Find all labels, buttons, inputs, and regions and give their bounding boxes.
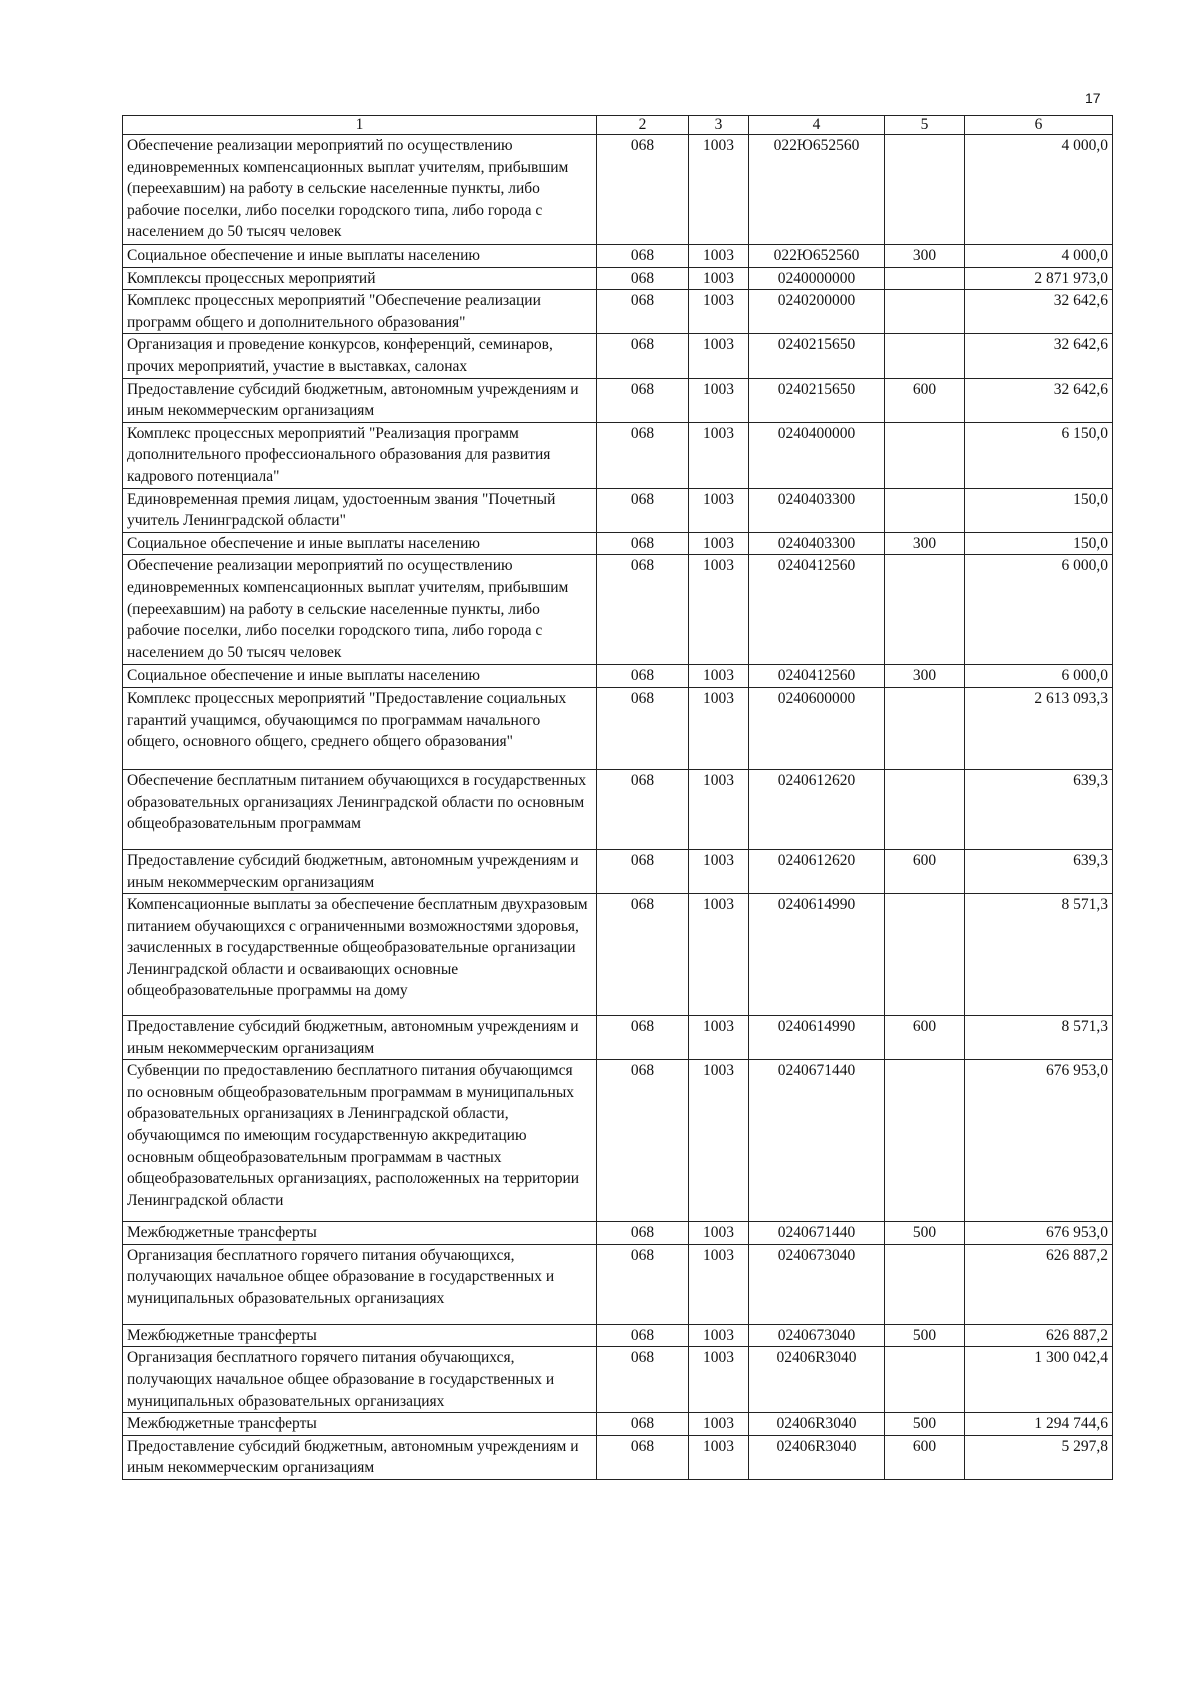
row-cell-col-4: 0240612620 — [749, 769, 885, 849]
row-cell-col-6: 150,0 — [965, 532, 1113, 555]
row-cell-col-4: 0240403300 — [749, 488, 885, 532]
row-cell-col-2: 068 — [597, 1413, 689, 1436]
row-description: Субвенции по предоставлению бесплатного питания обучающимся по основным общеобразовательным программам в муниципальных образовательных организациях в Ленинградской области, обучающимся по имеющим государственную аккредитацию основным общеобразовательным программам в частных общеобразовательных организациях, расположенных на территории Ленинградской области — [123, 1060, 597, 1222]
row-cell-col-3: 1003 — [689, 1222, 749, 1245]
row-cell-col-4: 0240612620 — [749, 849, 885, 893]
row-description: Предоставление субсидий бюджетным, автономным учреждениям и иным некоммерческим организациям — [123, 1435, 597, 1479]
table-row — [123, 532, 1113, 555]
row-cell-col-6: 2 613 093,3 — [965, 687, 1113, 769]
table-body — [123, 135, 1113, 1480]
row-cell-col-5: 600 — [885, 1435, 965, 1479]
row-cell-col-2: 068 — [597, 1222, 689, 1245]
row-cell-col-3: 1003 — [689, 1324, 749, 1347]
row-cell-col-6: 1 300 042,4 — [965, 1347, 1113, 1413]
row-cell-col-4: 0240403300 — [749, 532, 885, 555]
row-cell-col-6: 6 150,0 — [965, 422, 1113, 488]
row-cell-col-5: 300 — [885, 532, 965, 555]
row-cell-col-6: 6 000,0 — [965, 555, 1113, 665]
row-cell-col-4: 0240200000 — [749, 290, 885, 334]
row-cell-col-5: 500 — [885, 1324, 965, 1347]
row-cell-col-6: 8 571,3 — [965, 1016, 1113, 1060]
row-cell-col-2: 068 — [597, 1244, 689, 1324]
table-row — [123, 687, 1113, 769]
row-cell-col-6: 4 000,0 — [965, 245, 1113, 268]
row-cell-col-3: 1003 — [689, 1244, 749, 1324]
row-cell-col-3: 1003 — [689, 290, 749, 334]
table-row — [123, 334, 1113, 378]
row-cell-col-6: 4 000,0 — [965, 135, 1113, 245]
row-cell-col-5: 600 — [885, 1016, 965, 1060]
row-cell-col-3: 1003 — [689, 849, 749, 893]
row-cell-col-6: 5 297,8 — [965, 1435, 1113, 1479]
row-cell-col-4: 0240600000 — [749, 687, 885, 769]
row-cell-col-6: 6 000,0 — [965, 665, 1113, 688]
row-cell-col-5 — [885, 1244, 965, 1324]
row-cell-col-5 — [885, 1060, 965, 1222]
table-row — [123, 665, 1113, 688]
table-row — [123, 1222, 1113, 1245]
row-cell-col-6: 626 887,2 — [965, 1324, 1113, 1347]
row-cell-col-2: 068 — [597, 849, 689, 893]
row-cell-col-5 — [885, 422, 965, 488]
row-cell-col-6: 150,0 — [965, 488, 1113, 532]
row-cell-col-2: 068 — [597, 555, 689, 665]
column-header-1: 1 — [123, 116, 597, 135]
row-cell-col-6: 626 887,2 — [965, 1244, 1113, 1324]
row-cell-col-6: 32 642,6 — [965, 334, 1113, 378]
table-row — [123, 555, 1113, 665]
row-cell-col-5: 500 — [885, 1413, 965, 1436]
column-header-5: 5 — [885, 116, 965, 135]
row-description: Организация бесплатного горячего питания обучающихся, получающих начальное общее образование в государственных и муниципальных образовательных организациях — [123, 1347, 597, 1413]
row-description: Межбюджетные трансферты — [123, 1222, 597, 1245]
column-header-6: 6 — [965, 116, 1113, 135]
row-cell-col-2: 068 — [597, 488, 689, 532]
row-cell-col-2: 068 — [597, 290, 689, 334]
table-row — [123, 1324, 1113, 1347]
row-cell-col-6: 2 871 973,0 — [965, 267, 1113, 290]
row-cell-col-5 — [885, 488, 965, 532]
row-cell-col-6: 676 953,0 — [965, 1222, 1113, 1245]
row-cell-col-3: 1003 — [689, 769, 749, 849]
row-description: Предоставление субсидий бюджетным, автономным учреждениям и иным некоммерческим организациям — [123, 378, 597, 422]
row-cell-col-6: 1 294 744,6 — [965, 1413, 1113, 1436]
row-description: Единовременная премия лицам, удостоенным звания "Почетный учитель Ленинградской области" — [123, 488, 597, 532]
row-cell-col-2: 068 — [597, 422, 689, 488]
row-description: Социальное обеспечение и иные выплаты населению — [123, 245, 597, 268]
row-cell-col-4: 0240673040 — [749, 1244, 885, 1324]
row-cell-col-5 — [885, 290, 965, 334]
row-cell-col-4: 02406R3040 — [749, 1435, 885, 1479]
table-row — [123, 1347, 1113, 1413]
row-cell-col-6: 639,3 — [965, 849, 1113, 893]
budget-table — [122, 115, 1113, 1480]
row-cell-col-3: 1003 — [689, 1413, 749, 1436]
row-cell-col-2: 068 — [597, 378, 689, 422]
row-cell-col-5: 300 — [885, 245, 965, 268]
row-cell-col-4: 0240000000 — [749, 267, 885, 290]
row-cell-col-5: 500 — [885, 1222, 965, 1245]
table-row — [123, 849, 1113, 893]
table-row — [123, 290, 1113, 334]
row-cell-col-6: 32 642,6 — [965, 290, 1113, 334]
row-cell-col-4: 0240412560 — [749, 665, 885, 688]
row-description: Обеспечение реализации мероприятий по осуществлению единовременных компенсационных выплат учителям, прибывшим (переехавшим) на работу в сельские населенные пункты, либо рабочие поселки, либо поселки городского типа, либо города с населением до 50 тысяч человек — [123, 555, 597, 665]
row-cell-col-3: 1003 — [689, 135, 749, 245]
row-description: Комплексы процессных мероприятий — [123, 267, 597, 290]
table-row — [123, 135, 1113, 245]
row-cell-col-2: 068 — [597, 334, 689, 378]
row-description: Социальное обеспечение и иные выплаты населению — [123, 532, 597, 555]
row-cell-col-3: 1003 — [689, 334, 749, 378]
row-cell-col-4: 0240673040 — [749, 1324, 885, 1347]
row-cell-col-2: 068 — [597, 665, 689, 688]
table-row — [123, 894, 1113, 1016]
row-cell-col-2: 068 — [597, 1347, 689, 1413]
row-cell-col-5 — [885, 334, 965, 378]
row-cell-col-2: 068 — [597, 267, 689, 290]
row-cell-col-2: 068 — [597, 1016, 689, 1060]
row-cell-col-4: 0240215650 — [749, 334, 885, 378]
row-cell-col-3: 1003 — [689, 555, 749, 665]
table-row — [123, 488, 1113, 532]
row-cell-col-6: 639,3 — [965, 769, 1113, 849]
row-cell-col-3: 1003 — [689, 687, 749, 769]
row-cell-col-4: 0240671440 — [749, 1060, 885, 1222]
row-cell-col-2: 068 — [597, 1324, 689, 1347]
row-cell-col-6: 32 642,6 — [965, 378, 1113, 422]
row-cell-col-2: 068 — [597, 769, 689, 849]
row-cell-col-3: 1003 — [689, 894, 749, 1016]
row-description: Межбюджетные трансферты — [123, 1324, 597, 1347]
row-cell-col-2: 068 — [597, 135, 689, 245]
row-cell-col-3: 1003 — [689, 665, 749, 688]
row-cell-col-5 — [885, 687, 965, 769]
row-cell-col-3: 1003 — [689, 1060, 749, 1222]
row-description: Комплекс процессных мероприятий "Предоставление социальных гарантий учащимся, обучающимся по программам начального общего, основного общего, среднего общего образования" — [123, 687, 597, 769]
table-row — [123, 245, 1113, 268]
row-description: Обеспечение бесплатным питанием обучающихся в государственных образовательных организациях Ленинградской области по основным общеобразовательным программам — [123, 769, 597, 849]
row-cell-col-2: 068 — [597, 1435, 689, 1479]
table-header — [123, 116, 1113, 135]
row-cell-col-4: 02406R3040 — [749, 1413, 885, 1436]
page-number: 17 — [1085, 90, 1101, 106]
row-cell-col-5 — [885, 769, 965, 849]
row-description: Обеспечение реализации мероприятий по осуществлению единовременных компенсационных выплат учителям, прибывшим (переехавшим) на работу в сельские населенные пункты, либо рабочие поселки, либо поселки городского типа, либо города с населением до 50 тысяч человек — [123, 135, 597, 245]
table-row — [123, 1435, 1113, 1479]
row-cell-col-2: 068 — [597, 894, 689, 1016]
row-cell-col-5 — [885, 1347, 965, 1413]
row-cell-col-3: 1003 — [689, 1016, 749, 1060]
row-cell-col-4: 022Ю652560 — [749, 245, 885, 268]
row-description: Организация бесплатного горячего питания обучающихся, получающих начальное общее образование в государственных и муниципальных образовательных организациях — [123, 1244, 597, 1324]
row-cell-col-3: 1003 — [689, 245, 749, 268]
row-cell-col-2: 068 — [597, 245, 689, 268]
column-header-2: 2 — [597, 116, 689, 135]
table-row — [123, 1016, 1113, 1060]
row-cell-col-4: 0240671440 — [749, 1222, 885, 1245]
row-description: Социальное обеспечение и иные выплаты населению — [123, 665, 597, 688]
table-row — [123, 1413, 1113, 1436]
row-cell-col-3: 1003 — [689, 422, 749, 488]
row-cell-col-2: 068 — [597, 687, 689, 769]
row-cell-col-6: 8 571,3 — [965, 894, 1113, 1016]
row-cell-col-5: 300 — [885, 665, 965, 688]
table-row — [123, 1244, 1113, 1324]
row-cell-col-3: 1003 — [689, 1347, 749, 1413]
row-cell-col-3: 1003 — [689, 488, 749, 532]
row-cell-col-5 — [885, 555, 965, 665]
table-row — [123, 769, 1113, 849]
row-cell-col-3: 1003 — [689, 1435, 749, 1479]
row-cell-col-4: 0240614990 — [749, 1016, 885, 1060]
table-row — [123, 1060, 1113, 1222]
row-cell-col-3: 1003 — [689, 532, 749, 555]
row-description: Предоставление субсидий бюджетным, автономным учреждениям и иным некоммерческим организациям — [123, 1016, 597, 1060]
row-cell-col-5 — [885, 135, 965, 245]
table-row — [123, 378, 1113, 422]
row-cell-col-5: 600 — [885, 849, 965, 893]
row-cell-col-5 — [885, 267, 965, 290]
row-description: Комплекс процессных мероприятий "Обеспечение реализации программ общего и дополнительного образования" — [123, 290, 597, 334]
row-cell-col-4: 0240215650 — [749, 378, 885, 422]
row-description: Комплекс процессных мероприятий "Реализация программ дополнительного профессионального образования для развития кадрового потенциала" — [123, 422, 597, 488]
table-row — [123, 267, 1113, 290]
row-cell-col-3: 1003 — [689, 378, 749, 422]
row-description: Предоставление субсидий бюджетным, автономным учреждениям и иным некоммерческим организациям — [123, 849, 597, 893]
row-cell-col-4: 02406R3040 — [749, 1347, 885, 1413]
row-cell-col-5: 600 — [885, 378, 965, 422]
row-description: Организация и проведение конкурсов, конференций, семинаров, прочих мероприятий, участие в выставках, салонах — [123, 334, 597, 378]
row-cell-col-4: 022Ю652560 — [749, 135, 885, 245]
row-description: Межбюджетные трансферты — [123, 1413, 597, 1436]
row-cell-col-5 — [885, 894, 965, 1016]
row-cell-col-4: 0240614990 — [749, 894, 885, 1016]
column-header-4: 4 — [749, 116, 885, 135]
row-cell-col-6: 676 953,0 — [965, 1060, 1113, 1222]
row-description: Компенсационные выплаты за обеспечение бесплатным двухразовым питанием обучающихся с ограниченными возможностями здоровья, зачисленных в государственные общеобразовательные организации Ленинградской области и осваивающих основные общеобразовательные программы на дому — [123, 894, 597, 1016]
table-row — [123, 422, 1113, 488]
row-cell-col-2: 068 — [597, 532, 689, 555]
row-cell-col-4: 0240412560 — [749, 555, 885, 665]
row-cell-col-3: 1003 — [689, 267, 749, 290]
column-header-3: 3 — [689, 116, 749, 135]
row-cell-col-2: 068 — [597, 1060, 689, 1222]
row-cell-col-4: 0240400000 — [749, 422, 885, 488]
